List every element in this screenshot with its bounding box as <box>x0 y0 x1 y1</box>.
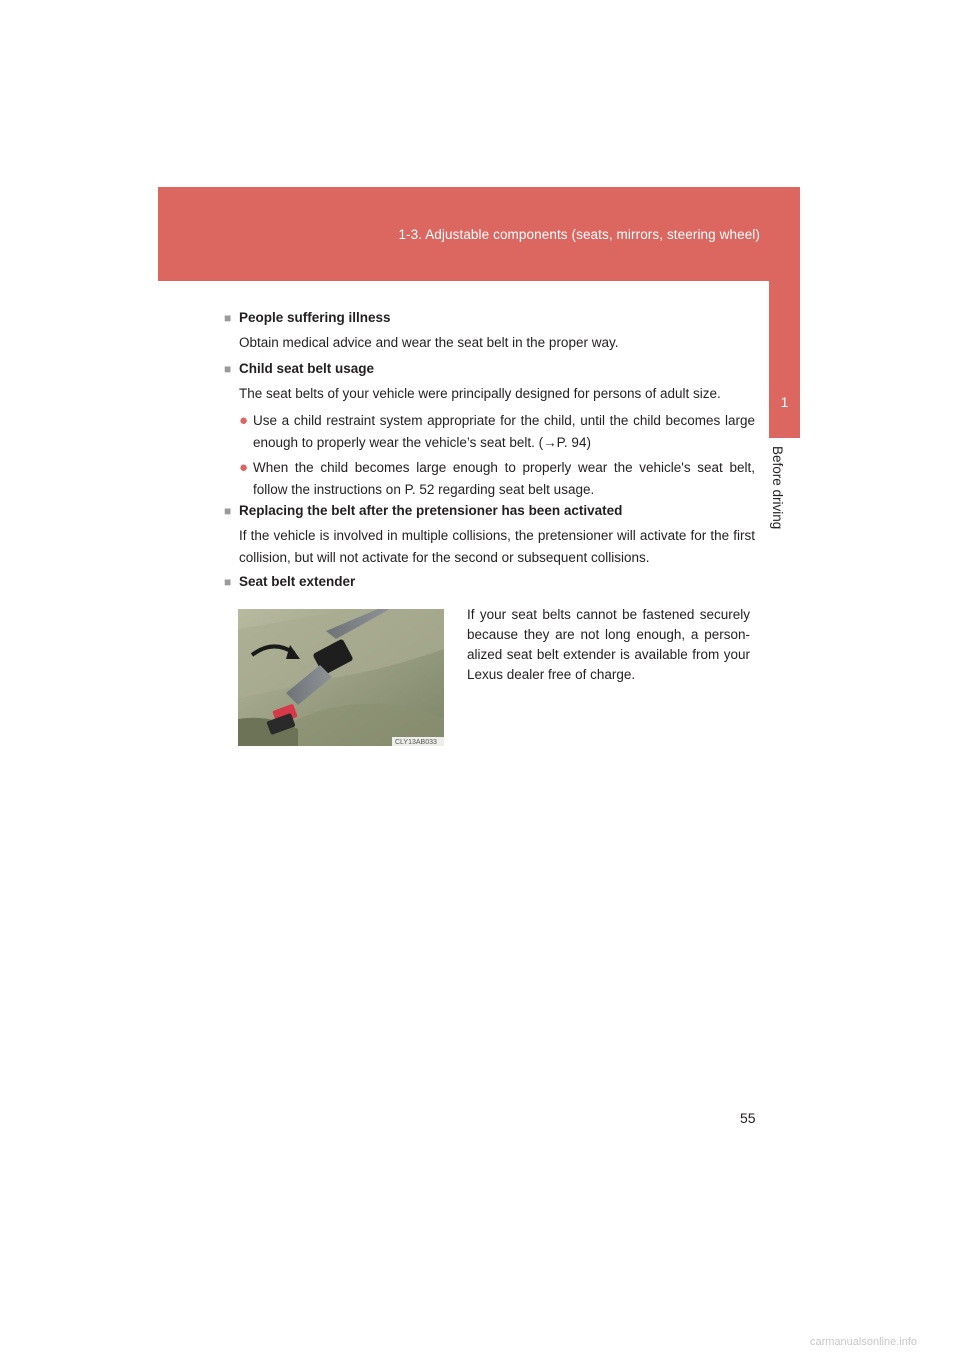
figure-code: CLY13AB033 <box>395 739 437 746</box>
section-body: The seat belts of your vehicle were principally designed for persons of adult size. <box>239 386 721 401</box>
bullet-icon: ● <box>239 412 249 429</box>
section-title: 1-3. Adjustable components (seats, mirrors, steering wheel) <box>398 227 760 242</box>
square-marker-icon: ■ <box>224 362 232 376</box>
section-heading: ■ Replacing the belt after the pretensioner has been activated <box>224 503 623 518</box>
seat-belt-extender-illustration <box>238 609 444 746</box>
section-heading: ■ People suffering illness <box>224 310 391 325</box>
seat-belt-image <box>238 609 444 746</box>
section-body: Obtain medical advice and wear the seat belt in the proper way. <box>239 335 619 350</box>
list-item: ● Use a child restraint system appropriate for the child, until the child becomes large enough to properly wear the vehicle’s seat belt. (→P. 94) <box>239 412 755 450</box>
chapter-label: Before driving <box>770 446 785 530</box>
section-heading: ■ Seat belt extender <box>224 574 356 589</box>
square-marker-icon: ■ <box>224 504 232 518</box>
chapter-tab <box>769 281 800 438</box>
header-band <box>158 187 800 281</box>
list-item: ● When the child becomes large enough to properly wear the vehicle's seat belt, follow the instructions on P. 52 regarding seat belt usage. <box>239 459 755 497</box>
section-heading: ■ Child seat belt usage <box>224 361 375 376</box>
page-number: 55 <box>740 1110 756 1126</box>
section-body: If your seat belts cannot be fastened securely because they are not long enough, a person-alized seat belt extender is available from your Lexus dealer free of charge. <box>467 607 750 682</box>
watermark: carmanualsonline.info <box>810 1336 918 1348</box>
square-marker-icon: ■ <box>224 575 232 589</box>
square-marker-icon: ■ <box>224 311 232 325</box>
bullet-icon: ● <box>239 459 249 476</box>
chapter-number: 1 <box>780 394 789 410</box>
section-body: If the vehicle is involved in multiple collisions, the pretensioner will activate for the first collision, but will not activate for the second or subsequent collisions. <box>239 528 755 565</box>
